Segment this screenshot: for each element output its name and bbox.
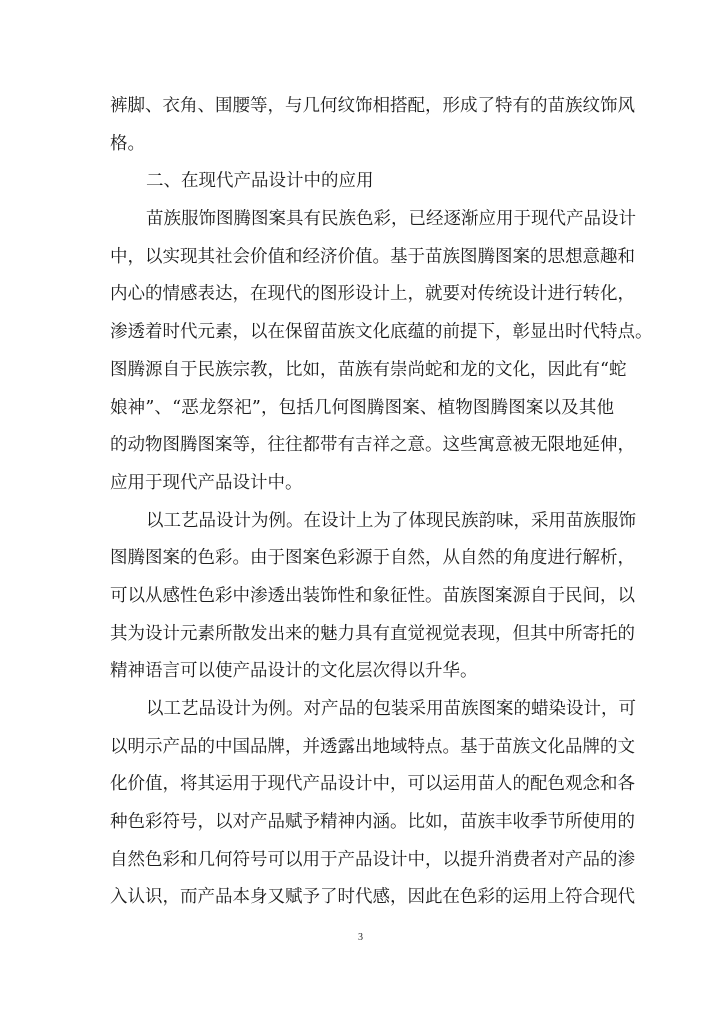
text-line: 可以从感性色彩中渗透出装饰性和象征性。苗族图案源自于民间，以 — [110, 585, 635, 606]
text-line: 的动物图腾图案等，往往都带有吉祥之意。这些寓意被无限地延伸， — [110, 435, 635, 456]
paragraph — [110, 201, 653, 503]
paragraph — [110, 503, 636, 691]
text-line: 渗透着时代元素，以在保留苗族文化底蕴的前提下，彰显出时代特点。 — [110, 322, 653, 343]
text-line: 裤脚、衣角、围腰等，与几何纹饰相搭配，形成了特有的苗族纹饰风 — [110, 96, 635, 116]
text-line: 自然色彩和几何符号可以用于产品设计中，以提升消费者对产品的渗 — [110, 849, 635, 870]
text-line: 以明示产品的中国品牌，并透露出地域特点。基于苗族文化品牌的文 — [110, 736, 635, 757]
text-line: 格。 — [110, 133, 145, 154]
text-line: 以工艺品设计为例。在设计上为了体现民族韵味，采用苗族服饰 — [146, 510, 636, 531]
section-heading — [110, 163, 614, 201]
text-line: 中，以实现其社会价值和经济价值。基于苗族图腾图案的思想意趣和 — [110, 246, 635, 267]
text-line: 化价值，将其运用于现代产品设计中，可以运用苗人的配色观念和各 — [110, 774, 635, 795]
text-line: 精神语言可以使产品设计的文化层次得以升华。 — [110, 661, 478, 682]
text-line: 图腾源自于民族宗教，比如，苗族有崇尚蛇和龙的文化，因此有“蛇 — [110, 359, 627, 380]
text-line: 其为设计元素所散发出来的魅力具有直觉视觉表现，但其中所寄托的 — [110, 623, 635, 644]
text-line: 二、在现代产品设计中的应用 — [146, 171, 374, 192]
text-line: 入认识，而产品本身又赋予了时代感，因此在色彩的运用上符合现代 — [110, 887, 635, 908]
text-line: 内心的情感表达，在现代的图形设计上，就要对传统设计进行转化， — [110, 284, 635, 305]
text-line: 以工艺品设计为例。对产品的包装采用苗族图案的蜡染设计，可 — [146, 699, 636, 719]
text-line: 图腾图案的色彩。由于图案色彩源于自然，从自然的角度进行解析， — [110, 548, 635, 569]
text-line: 应用于现代产品设计中。 — [110, 472, 303, 493]
text-line: 娘神”、“恶龙祭祀”，包括几何图腾图案、植物图腾图案以及其他 — [110, 397, 614, 418]
text-line: 苗族服饰图腾图案具有民族色彩，已经逐渐应用于现代产品设计 — [146, 209, 636, 230]
paragraph — [110, 88, 635, 163]
body-text — [110, 88, 653, 917]
page-number: 3 — [358, 932, 363, 943]
text-line: 种色彩符号，以对产品赋予精神内涵。比如，苗族丰收季节所使用的 — [110, 812, 635, 833]
paragraph — [110, 691, 636, 917]
